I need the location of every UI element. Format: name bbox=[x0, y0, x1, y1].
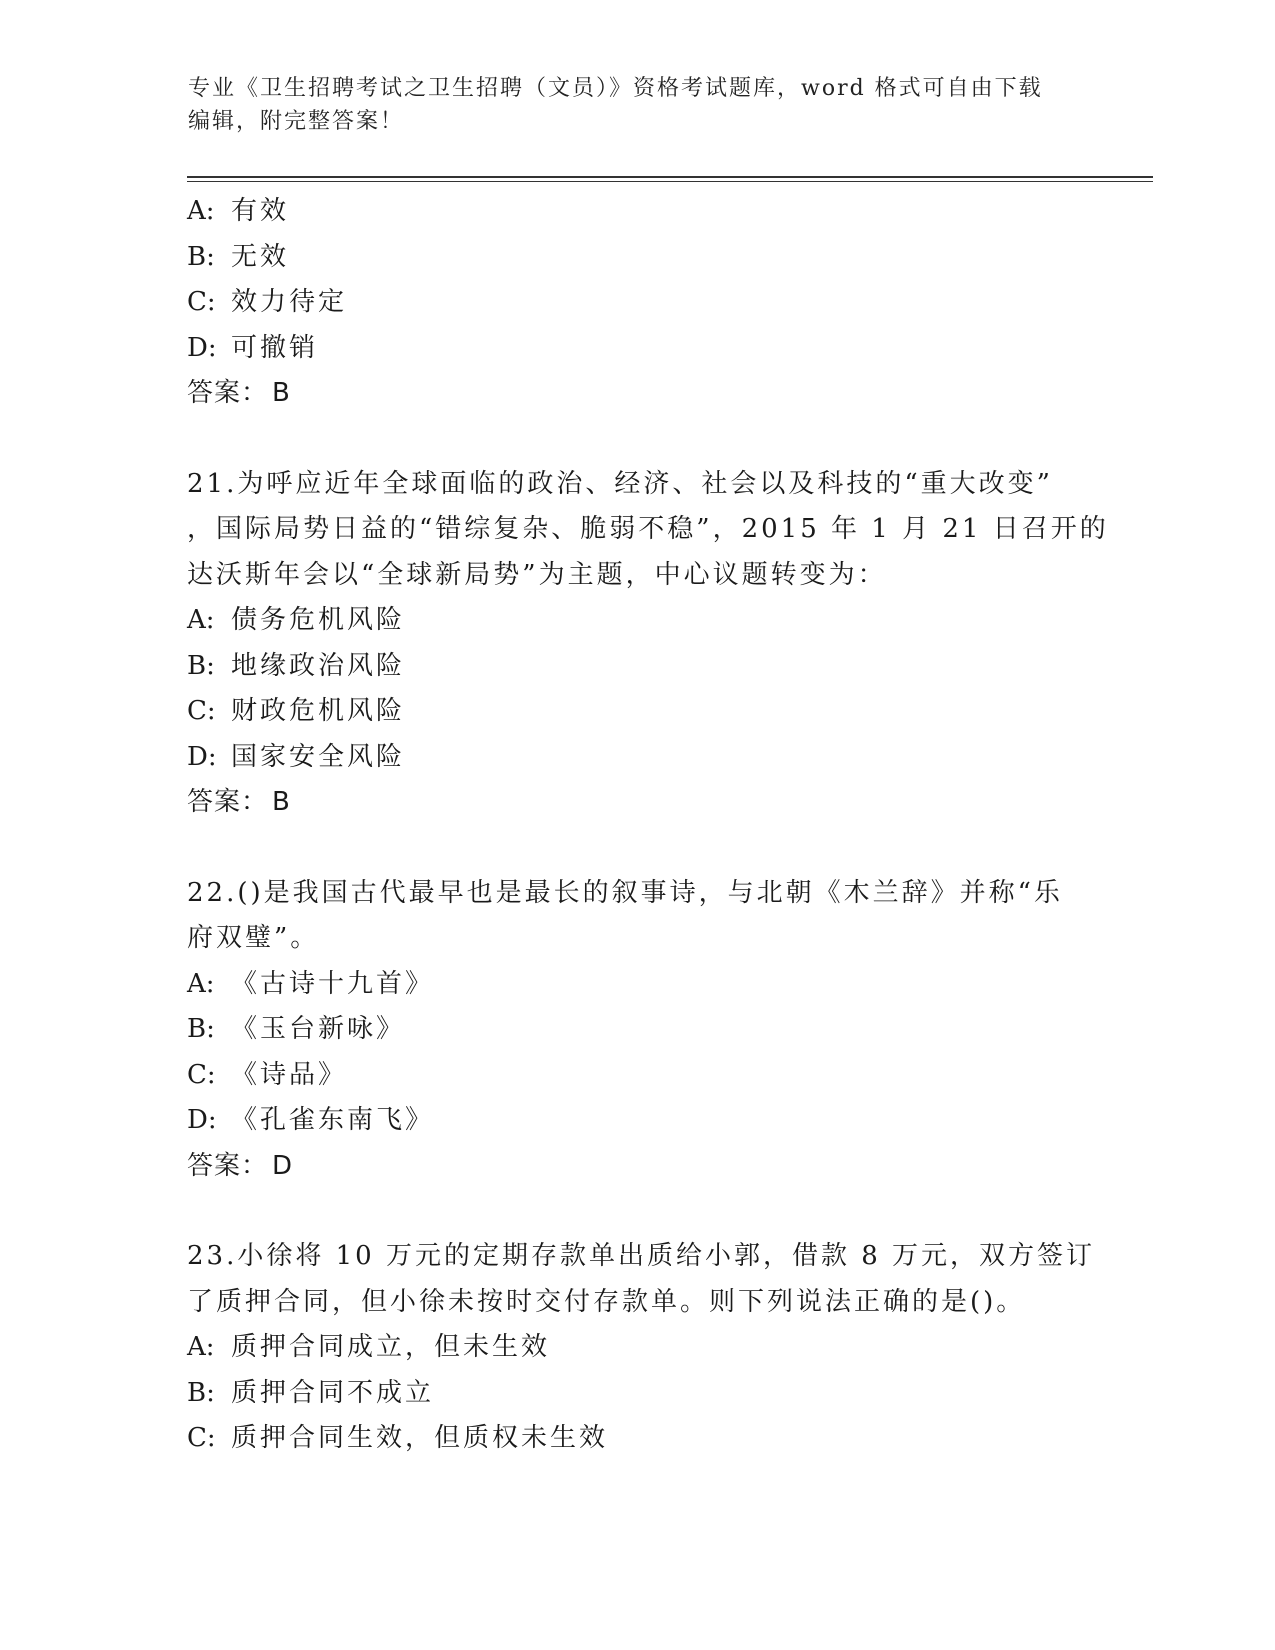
option-d: D: 《孔雀东南飞》 bbox=[187, 1105, 435, 1135]
document-header bbox=[188, 72, 1088, 138]
question-block-20 bbox=[187, 189, 1087, 417]
answer-line: 答案： B bbox=[187, 787, 291, 817]
question-text-line: 21.为呼应近年全球面临的政治、经济、社会以及科技的“重大改变” bbox=[187, 468, 1053, 499]
option-c: C: 《诗品》 bbox=[187, 1059, 348, 1090]
option-b: B: 地缘政治风险 bbox=[187, 650, 406, 681]
option-a: A: 有效 bbox=[187, 196, 290, 226]
question-block-22 bbox=[187, 871, 1087, 1190]
option-c: C: 财政危机风险 bbox=[187, 696, 406, 726]
option-a: A: 债务危机风险 bbox=[187, 605, 406, 635]
option-b: B: 质押合同不成立 bbox=[187, 1377, 435, 1408]
document-body bbox=[187, 189, 1109, 1462]
option-a: A: 《古诗十九首》 bbox=[187, 968, 435, 999]
option-c: C: 质押合同生效，但质权未生效 bbox=[187, 1423, 609, 1453]
question-text-line: 22.()是我国古代最早也是最长的叙事诗，与北朝《木兰辞》并称“乐 bbox=[187, 877, 1063, 908]
question-text-line: 达沃斯年会以“全球新局势”为主题，中心议题转变为： bbox=[187, 559, 887, 590]
option-c: C: 效力待定 bbox=[187, 287, 348, 317]
question-block-21 bbox=[187, 462, 1109, 826]
question-text-line: ，国际局势日益的“错综复杂、脆弱不稳”，2015 年 1 月 21 日召开的 bbox=[187, 514, 1109, 544]
option-b: B: 无效 bbox=[187, 241, 290, 272]
header-divider-thin bbox=[187, 181, 1153, 182]
option-a: A: 质押合同成立，但未生效 bbox=[187, 1332, 551, 1362]
option-d: D: 可撤销 bbox=[187, 332, 319, 363]
header-divider-thick bbox=[187, 176, 1153, 178]
option-d: D: 国家安全风险 bbox=[187, 741, 406, 772]
question-block-23 bbox=[187, 1234, 1096, 1462]
option-b: B: 《玉台新咏》 bbox=[187, 1014, 406, 1044]
header-line-1: 专业《卫生招聘考试之卫生招聘（文员）》资格考试题库，word 格式可自由下载 bbox=[188, 76, 1043, 101]
question-text-line: 府双璧”。 bbox=[187, 923, 320, 953]
answer-line: 答案： D bbox=[187, 1150, 294, 1181]
question-text-line: 23.小徐将 10 万元的定期存款单出质给小郭，借款 8 万元，双方签订 bbox=[187, 1241, 1096, 1271]
header-line-2: 编辑，附完整答案！ bbox=[188, 109, 405, 134]
answer-line: 答案： B bbox=[187, 378, 291, 408]
question-text-line: 了质押合同，但小徐未按时交付存款单。则下列说法正确的是()。 bbox=[187, 1286, 1026, 1317]
